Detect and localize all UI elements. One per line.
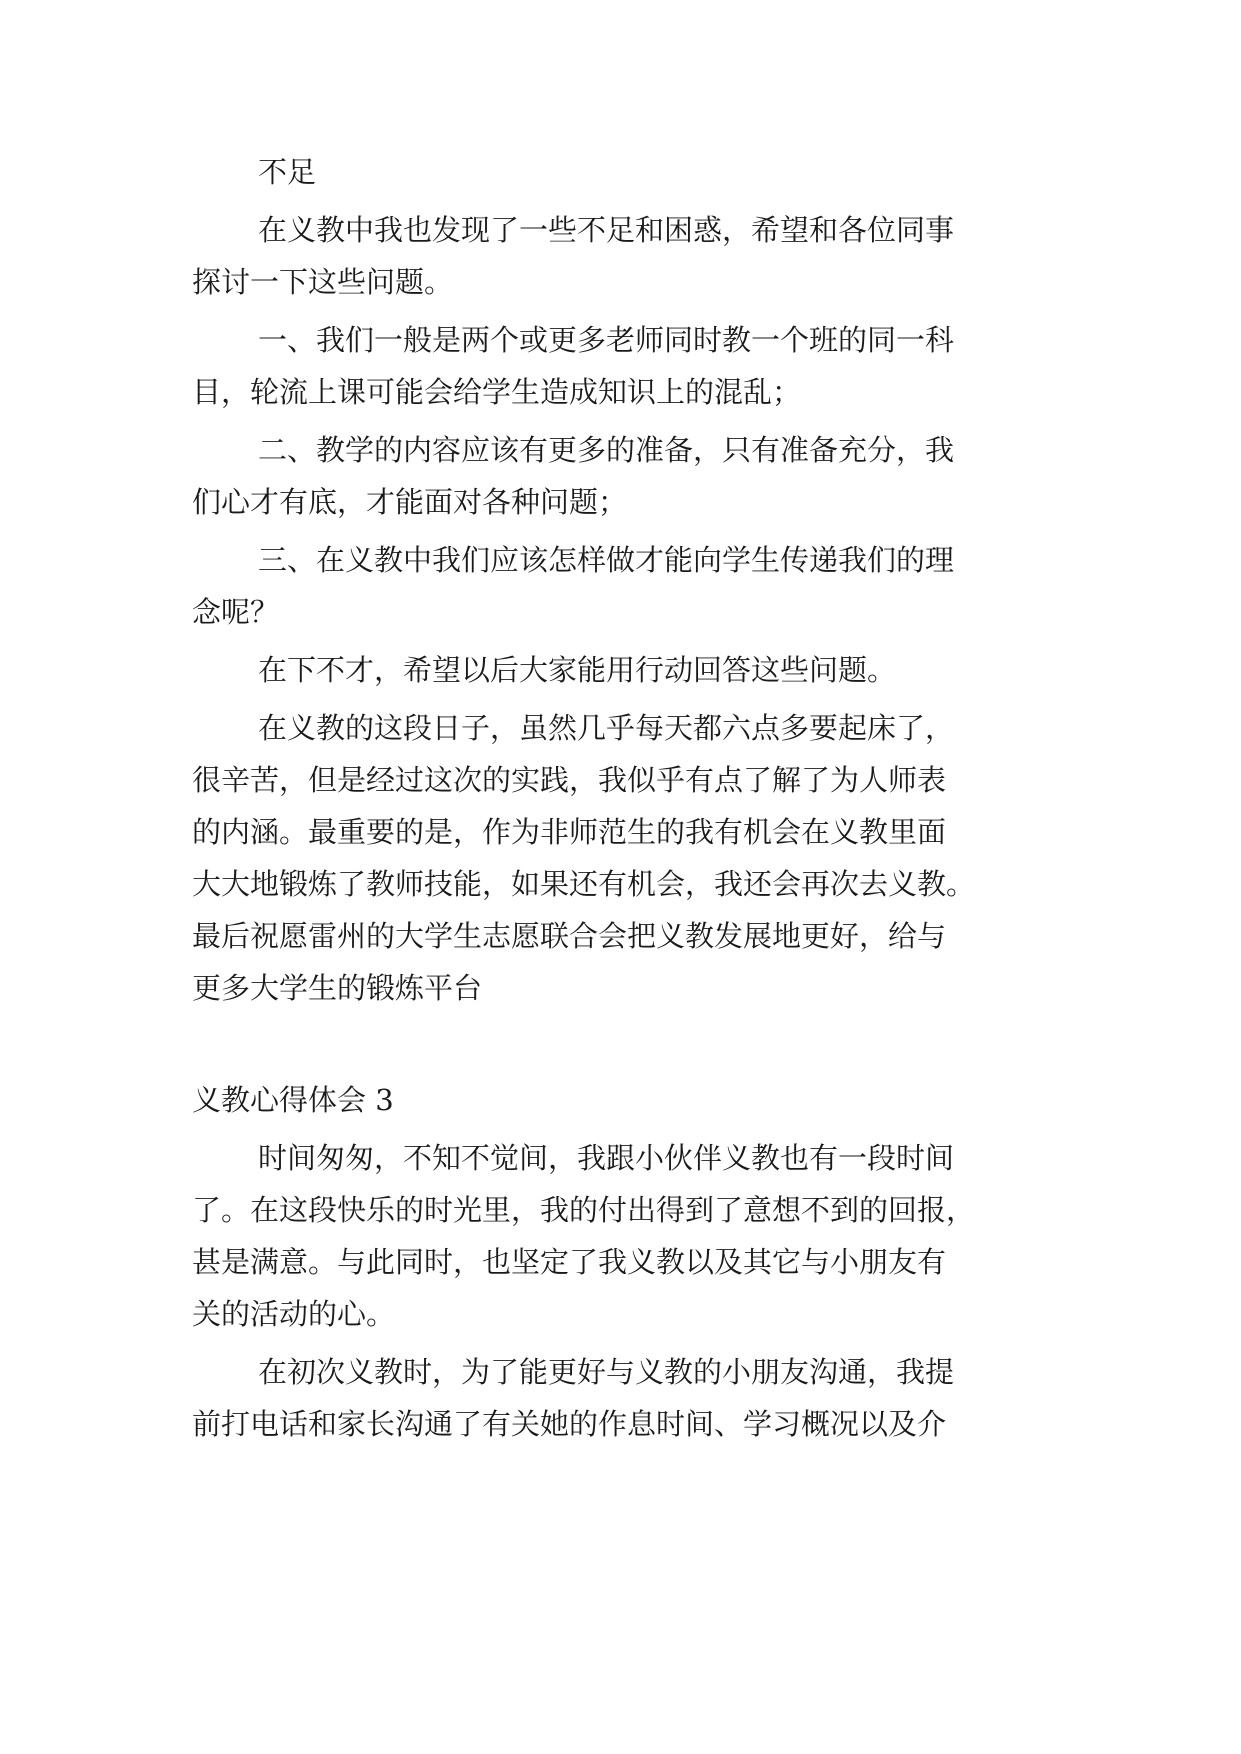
section-heading: 义教心得体会 3 [192,1083,394,1117]
paragraph-line: 更多大学生的锻炼平台 [192,971,483,1005]
paragraph-line: 二、教学的内容应该有更多的准备，只有准备充分，我 [258,433,955,467]
paragraph-line: 一、我们一般是两个或更多老师同时教一个班的同一科 [258,323,955,357]
paragraph-line: 前打电话和家长沟通了有关她的作息时间、学习概况以及介 [192,1407,947,1441]
paragraph-line: 们心才有底，才能面对各种问题； [192,485,628,519]
paragraph-line: 时间匆匆，不知不觉间，我跟小伙伴义教也有一段时间 [258,1141,955,1175]
paragraph-line: 在义教中我也发现了一些不足和困惑，希望和各位同事 [258,213,955,247]
paragraph-line: 关的活动的心。 [192,1297,396,1331]
paragraph-line: 的内涵。最重要的是，作为非师范生的我有机会在义教里面 [192,815,947,849]
paragraph-line: 大大地锻炼了教师技能，如果还有机会，我还会再次去义教。 [192,867,976,901]
paragraph-line: 最后祝愿雷州的大学生志愿联合会把义教发展地更好，给与 [192,919,947,953]
paragraph-line: 不足 [258,155,317,189]
paragraph-line: 在初次义教时，为了能更好与义教的小朋友沟通，我提 [258,1355,955,1389]
paragraph-line: 甚是满意。与此同时，也坚定了我义教以及其它与小朋友有 [192,1245,947,1279]
paragraph-line: 了。在这段快乐的时光里，我的付出得到了意想不到的回报， [192,1193,976,1227]
paragraph-line: 目，轮流上课可能会给学生造成知识上的混乱； [192,375,802,409]
paragraph-line: 在下不才，希望以后大家能用行动回答这些问题。 [258,653,897,687]
paragraph-line: 在义教的这段日子，虽然几乎每天都六点多要起床了， [258,711,955,745]
paragraph-line: 探讨一下这些问题。 [192,265,454,299]
paragraph-line: 三、在义教中我们应该怎样做才能向学生传递我们的理 [258,543,955,577]
paragraph-line: 很辛苦，但是经过这次的实践，我似乎有点了解了为人师表 [192,763,947,797]
paragraph-line: 念呢？ [192,595,280,629]
